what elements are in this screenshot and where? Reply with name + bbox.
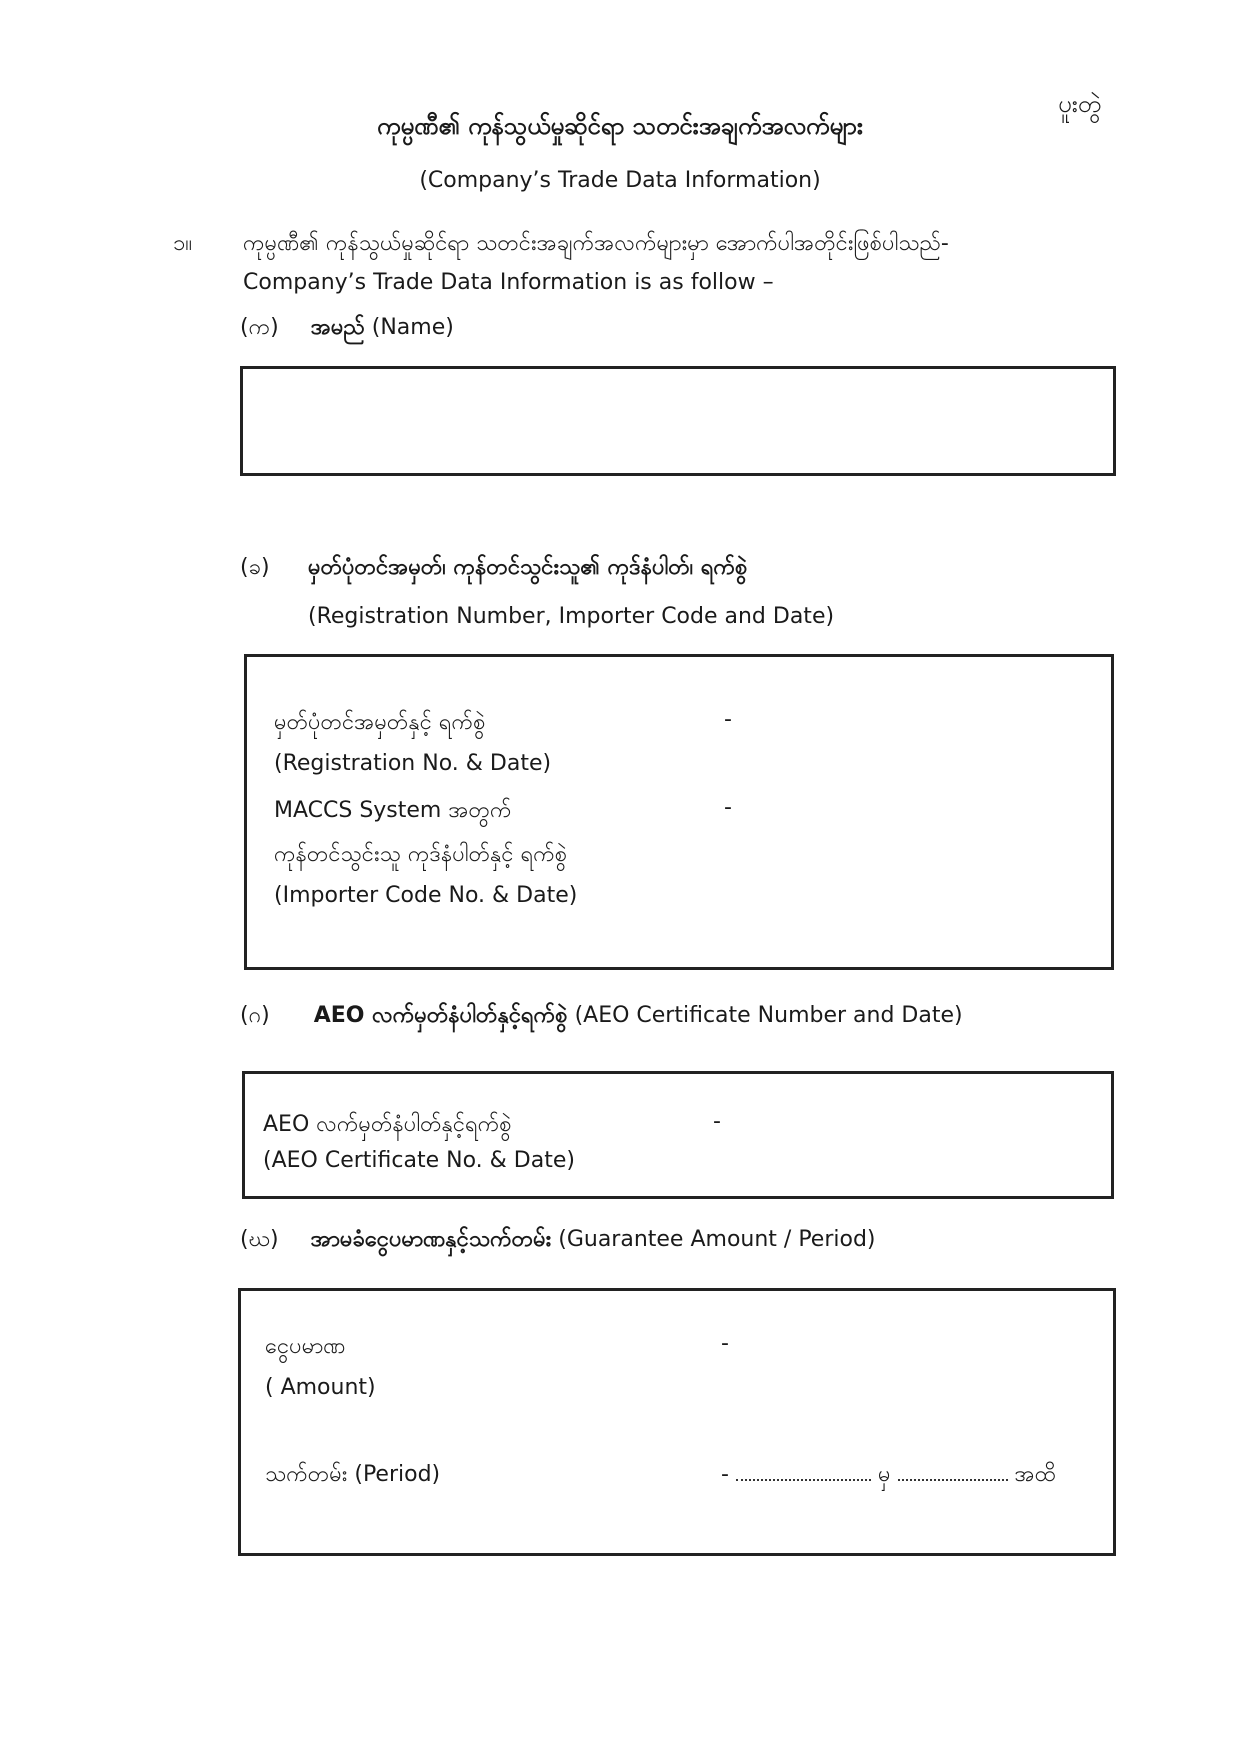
section-a-marker: (က): [240, 315, 279, 340]
section-d-heading-en: (Guarantee Amount / Period): [558, 1227, 876, 1252]
period-dash: -: [721, 1462, 729, 1487]
page-subtitle: (Company’s Trade Data Information): [419, 168, 821, 193]
reg-label-en: (Registration No. & Date): [274, 751, 552, 776]
section-c-heading: [240, 1000, 963, 1033]
aeo-box: [242, 1071, 1114, 1199]
period-label: သက်တမ်း (Period): [265, 1462, 441, 1487]
name-input-box[interactable]: [240, 366, 1116, 476]
period-from-blank[interactable]: [736, 1478, 871, 1481]
registration-box: [244, 654, 1114, 970]
period-from-word: မှ: [877, 1462, 891, 1487]
aeo-value[interactable]: -: [713, 1109, 721, 1134]
amount-label-en: ( Amount): [265, 1375, 376, 1400]
maccs-label: MACCS System အတွက်: [274, 798, 512, 823]
importer-label-my: ကုန်တင်သွင်းသူ ကုဒ်နံပါတ်နှင့် ရက်စွဲ: [274, 842, 568, 867]
section-a-label-my: အမည်: [310, 315, 365, 340]
period-range: [721, 1459, 1056, 1492]
section-b-heading-my: မှတ်ပုံတင်အမှတ်၊ ကုန်တင်သွင်းသူ၏ ကုဒ်နံပါတ်၊ ရက်စွဲ: [308, 555, 748, 580]
section-a-label-en: (Name): [371, 315, 454, 340]
period-to-blank[interactable]: [898, 1478, 1008, 1481]
section-b-heading-en: (Registration Number, Importer Code and Date): [308, 604, 835, 629]
section-b-marker: (ခ): [240, 555, 270, 580]
intro-number: ၁။: [173, 231, 193, 256]
section-c-marker: (ဂ): [240, 1003, 270, 1028]
attachment-label: ပူးတွဲ: [1058, 90, 1102, 118]
amount-label-my: ငွေပမာဏ: [265, 1334, 346, 1359]
guarantee-box: [238, 1288, 1116, 1556]
reg-label-my: မှတ်ပုံတင်အမှတ်နှင့် ရက်စွဲ: [274, 710, 486, 735]
page-title: ကုမ္ပဏီ၏ ကုန်သွယ်မှုဆိုင်ရာ သတင်းအချက်အလက်များ: [376, 112, 864, 140]
amount-value[interactable]: -: [721, 1331, 729, 1356]
section-c-heading-en: (AEO Certificate Number and Date): [574, 1003, 963, 1028]
intro-text-my: ကုမ္ပဏီ၏ ကုန်သွယ်မှုဆိုင်ရာ သတင်းအချက်အလက်များမှာ အောက်ပါအတိုင်းဖြစ်ပါသည်-: [243, 231, 949, 256]
reg-value[interactable]: -: [724, 707, 732, 732]
aeo-label-en: (AEO Certificate No. & Date): [263, 1148, 575, 1173]
period-to-word: အထိ: [1014, 1462, 1056, 1487]
section-a-heading: [240, 312, 454, 345]
section-c-heading-my: AEO လက်မှတ်နံပါတ်နှင့်ရက်စွဲ: [313, 1003, 568, 1028]
section-d-heading-my: အာမခံငွေပမာဏနှင့်သက်တမ်း: [310, 1227, 552, 1252]
importer-value[interactable]: -: [724, 795, 732, 820]
section-d-heading: [240, 1224, 876, 1257]
section-d-marker: (ဃ): [240, 1227, 279, 1252]
importer-label-en: (Importer Code No. & Date): [274, 883, 578, 908]
intro-text-en: Company’s Trade Data Information is as follow –: [243, 270, 774, 295]
aeo-label-my: AEO လက်မှတ်နံပါတ်နှင့်ရက်စွဲ: [263, 1112, 512, 1137]
